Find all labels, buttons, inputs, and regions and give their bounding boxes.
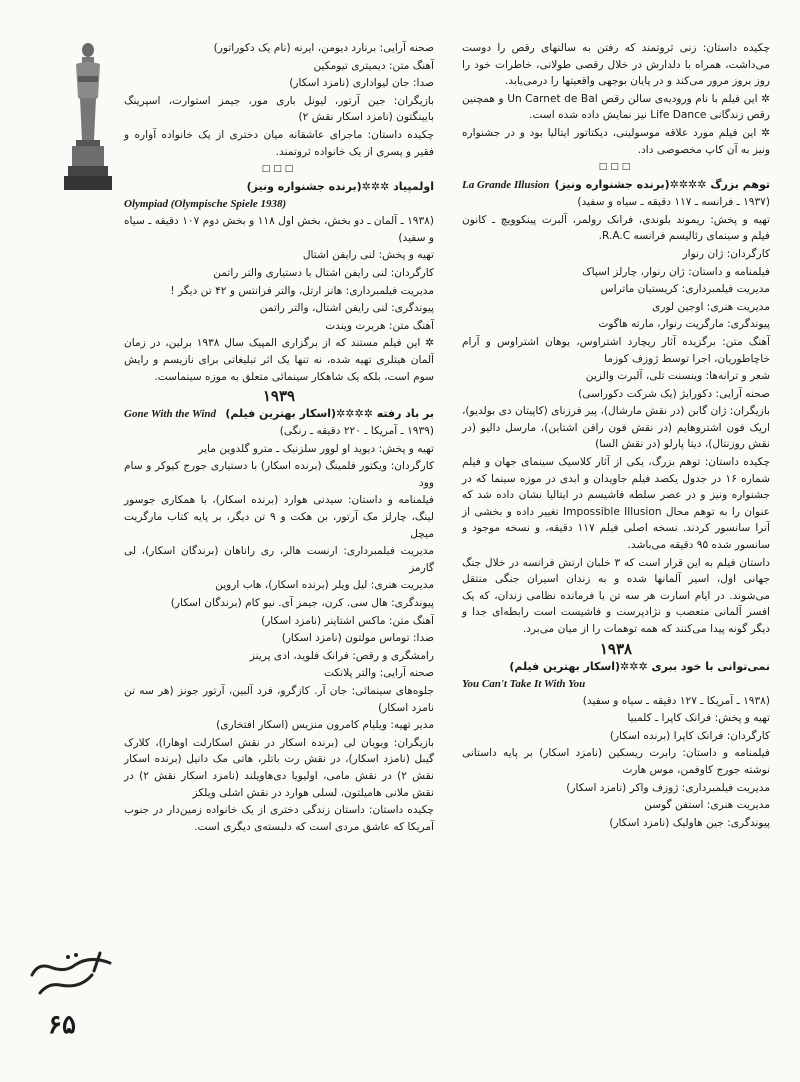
film-title-fa: بر باد رفته ✲✲✲✲(اسکار بهترین فیلم) [225, 407, 434, 421]
intro-paragraph: ✲ این فیلم با نام ورودیه‌ی سالن رقص Un Carnet de Bal و همچنین رقص زندگانی Life Dance نیز نمایش داده شده است. [462, 92, 770, 122]
film-info-line: مدیریت هنری: استفن گوسن [644, 799, 770, 812]
year-heading-1939: ۱۹۳۹ [262, 387, 296, 406]
page-number: ۶۵ [48, 1010, 76, 1040]
film-info-line: (۱۹۳۸ ـ آمریکا ـ ۱۲۷ دقیقه ـ سیاه و سفید) [582, 694, 770, 707]
film-info-line: فیلمنامه و داستان: ژان رنوار، چارلز اسپاک [582, 265, 770, 278]
film-title-fa: اولمپیاد ✲✲✲(برنده جشنواره ونیز) [246, 180, 434, 194]
film-entry-la-grande-illusion [462, 176, 770, 637]
film-title [124, 178, 434, 196]
film-info-line: مدیر تهیه: ویلیام کامرون منزیس (اسکار افتخاری) [216, 719, 434, 732]
section-separator: □□□ [598, 162, 634, 173]
film-info-line: آهنگ متن: هربرت ویندت [325, 319, 434, 332]
film-info-line: فیلمنامه و داستان: سیدنی هوارد (برنده اسکار)، با همکاری جوسور لینگ، چارلز مک آرتور، بن هکت و ۹ تن دیگر، بر پایه کتاب مارگریت میچل [124, 494, 435, 540]
film-info-line: مدیریت فیلمبرداری: هانز ارتل، والتر فرانتس و ۴۲ تن دیگر ! [170, 284, 434, 297]
film-info-line: شعر و ترانه‌ها: وینسنت تلی، آلبرت والزین [585, 370, 770, 383]
film-info-line: (۱۹۳۸ ـ آلمان ـ دو بخش، بخش اول ۱۱۸ و بخش دوم ۱۰۷ دقیقه ـ سیاه و سفید) [124, 215, 434, 244]
film-info-line: تهیه و پخش: لنی رایفن اشتال [302, 249, 434, 262]
film-info-line: صحنه آرایی: والتر پلانکت [324, 667, 434, 680]
film-info-line: جلوه‌های سینمائی: جان آر. کازگرو، فرد آلبین، آرتور جونز (هر سه تن نامزد اسکار) [124, 685, 434, 714]
film-info-line: کارگردان: فرانک کاپرا (برنده اسکار) [609, 729, 770, 742]
film-title-en: La Grande Illusion [462, 179, 550, 192]
film-info-line: تهیه و پخش: فرانک کاپرا ـ کلمبیا [627, 712, 770, 725]
film-info-line: مدیریت فیلمبرداری: ارنست هالر، ری راناهان (برندگان اسکار)، لی گارمز [124, 545, 434, 574]
film-info-line: پیوندگری: لنی رایفن اشتال، والتر راتمن [259, 302, 434, 315]
film-entry-olympiad [124, 178, 434, 385]
film-entry-you-cant-take-it-with-you [462, 658, 770, 832]
film-info-line: مدیریت فیلمبرداری: کریستیان ماتراس [600, 283, 770, 296]
film-info-line: مدیریت هنری: لیل ویلر (برنده اسکار)، هاب اروین [215, 579, 434, 592]
film-info-line: آهنگ متن: برگزیده آثار ریچارد اشتراوس، یوهان اشتراوس و آرام خاچاطوریان، اجرا توسط ژوزف کوزما [462, 335, 770, 365]
film-info-line: پیوندگری: هال سی. کرن، جیمز آی. نیو کام (برندگان اسکار) [170, 597, 434, 610]
film-info-line: (۱۹۳۹ ـ آمریکا ـ ۲۲۰ دقیقه ـ رنگی) [279, 425, 434, 438]
film-title-fa: توهم بزرگ ✲✲✲✲(برنده جشنواره ونیز) [554, 178, 770, 192]
film-info-line: ✲ این فیلم مستند که از برگزاری المپیک سال ۱۹۳۸ برلین، در زمان آلمان هیتلری تهیه شده، نه تنها یک اثر تبلیغاتی برای نازیسم و رایش سوم است، بلکه یک شاهکار سینمائی متعلق به موزه سینماست. [124, 337, 435, 383]
film-info-line: چکیده داستان: ماجرای عاشقانه میان دختری از یک خانواده آواره و فقیر و پسری از یک خانواده ثروتمند. [124, 128, 434, 158]
left-column [124, 40, 434, 837]
film-info-line: صدا: جان لیواداری (نامزد اسکار) [289, 77, 434, 90]
film-title-en: You Can't Take It With You [462, 677, 586, 690]
film-info-line: صحنه آرایی: دکورایژ (یک شرکت دکوراسی) [578, 387, 770, 400]
film-title-en: Olympiad (Olympische Spiele 1938) [124, 198, 287, 211]
intro-paragraph: ✲ این فیلم مورد علاقه موسولینی، دیکتاتور ایتالیا بود و در جشنواره ونیز به آن کاپ مخصوصی داد. [462, 126, 770, 156]
film-info-line: (۱۹۳۷ ـ فرانسه ـ ۱۱۷ دقیقه ـ سیاه و سفید) [577, 196, 770, 209]
film-info-line: کارگردان: ژان رنوار [682, 247, 770, 260]
film-info-line: مدیریت هنری: اوجین لوری [652, 300, 770, 313]
film-info-line: صحنه آرایی: برنارد دیومن، ایرنه (نام یک دکوراتور) [213, 42, 434, 54]
film-info-line: چکیده داستان: توهم بزرگ، یکی از آثار کلاسیک سینمای جهان و فیلم شماره ۱۶ در جدول یکصد فیلم جاویدان و ابدی در موزه سینما که در جشنواره ونیز و در عصر سلطه فاشیسم در ایتالیا نشان داده شد که عنوان را به توهم محال Impossible Illusion تغییر داده و بخشی از آنرا سانسور کردند. نسخه اصلی فیلم ۱۱۷ دقیقه، و نسخه موجود و سانسور شده ۹۵ دقیقه می‌باشد. [462, 456, 770, 552]
film-info-line: پیوندگری: مارگریت رنوار، مارته هاگوت [598, 318, 770, 331]
film-info-line: آهنگ متن: دیمیتری تیومکین [313, 59, 434, 72]
film-info-line: تهیه و پخش: دیوید او لوور سلزنیک ـ مترو گلدوین مایر [198, 442, 434, 455]
section-separator: □□□ [261, 164, 297, 175]
oscar-trophy-icon [56, 40, 120, 200]
film-info-line: چکیده داستان: داستان زندگی دختری از یک خانواده زمین‌دار در جنوب آمریکا که عاشق مردی است که دلبسته‌ی دیگری است. [124, 804, 434, 833]
film-info-line: پیوندگری: جین هاولیک (نامزد اسکار) [609, 816, 770, 829]
film-entry-gone-with-the-wind [124, 405, 434, 835]
film-title-en: Gone With the Wind [124, 408, 217, 421]
magazine-logo [20, 945, 120, 1005]
film-info-line: بازیگران: ویویان لی (برنده اسکار در نقش اسکارلت اوهارا)، کلارک گیبل (نامزد اسکار)، در نقش رت باتلر، هاتی مک دانیل (برنده اسکار نقش ۲) در نقش مامی، اولیویا دی‌هاویلند (نامزد اسکار نقش ۲) در نقش ملانی هامیلتون، لسلی هوارد در نقش اشلی ویلکز [124, 736, 434, 799]
film-info-line: آهنگ متن: ماکس اشتاینر (نامزد اسکار) [261, 614, 434, 627]
film-title [124, 405, 434, 423]
film-info-line: بازیگران: جین آرتور، لیونل باری مور، جیمز استوارت، اسپرینگ بایینگتون (نامزد اسکار نقش ۲) [124, 94, 434, 124]
film-info-line: داستان فیلم به این قرار است که ۳ خلبان ارتش فرانسه در خلال جنگ جهانی اول، اسیر آلمانها شده و به زندان اسیران جنگی منتقل می‌شوند. در ایام اسارت هر سه تن با فرمانده نظامی زندان، که یک افسر آلمانی متعصب و نژادپرست و فاشیست است رابطه‌ای جدا و دیگر گونه پیدا می‌کنند که همه توهمات را از میان می‌برد. [462, 556, 770, 635]
film-title-fa: نمی‌توانی با خود ببری ✲✲✲(اسکار بهترین فیلم) [509, 659, 770, 673]
film-info-line: مدیریت فیلمبرداری: ژوزف واکر (نامزد اسکار) [566, 781, 770, 794]
film-info-line: رامشگری و رقص: فرانک فلوید، ادی پرینز [249, 649, 434, 662]
film-info-line: تهیه و پخش: ریموند بلوندی، فرانک رولمر، آلبرت پینکوویچ ـ کانون فیلم و سینمای رئالیسم فرانسه R.A.C. [462, 213, 770, 243]
film-title [462, 176, 770, 194]
intro-paragraph: چکیده داستان: زنی ثروتمند که رفتن به سالنهای رقص را دوست می‌داشت، همراه با دلدارش در خلال رقصی طولانی، خاطرات خود را روز بروز مرور می‌کند و در پایان بوجهی واقعیتها را درمی‌یابد. [462, 42, 770, 88]
film-info-line: صدا: توماس مولتون (نامزد اسکار) [281, 632, 434, 645]
film-info-line: بازیگران: ژان گابن (در نقش مارشال)، پیر فرزنای (کاپیتان دی بولدیو)، اریک فون اشتروهایم (در نقش فون رافن اشتاین)، مارسل دالیو (در نقش روزنتال)، دیتا پارلو (در نقش السا) [462, 405, 770, 451]
film-info-line: کارگردان: ویکتور فلمینگ (برنده اسکار) با دستیاری جورج کیوکر و سام وود [124, 460, 434, 489]
right-column [462, 40, 770, 833]
film-info-line: فیلمنامه و داستان: رابرت ریسکین (نامزد اسکار) بر پایه داستانی نوشته جورج کاوفمن، موس هارت [462, 747, 770, 776]
film-info-line: کارگردان: لنی رایفن اشتال با دستیاری والتر راتمن [213, 266, 434, 279]
year-heading-1938: ۱۹۳۸ [599, 639, 633, 658]
film-title [462, 658, 770, 676]
